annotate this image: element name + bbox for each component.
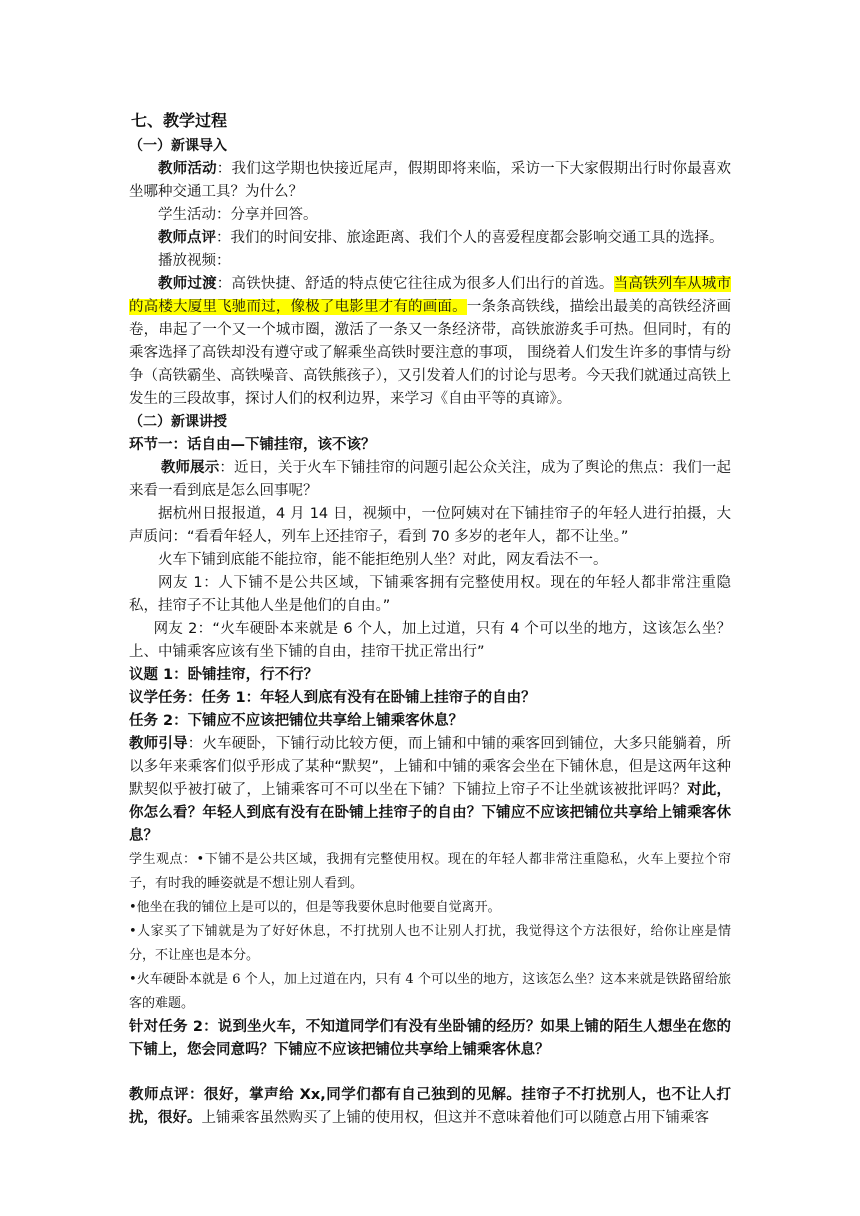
student-view-3: •人家买了下铺就是为了好好休息，不打扰别人也不让别人打扰，我觉得这个方法很好，给你让座是情分，不让座也是本分。 — [129, 924, 731, 963]
label-teacher-transition: 教师过渡 — [158, 276, 217, 292]
paragraph-student-activity: 学生活动：分享并回答。 — [158, 207, 318, 223]
task-one: 议学任务：任务 1：年轻人到底有没有在卧铺上挂帘子的自由？ — [129, 690, 536, 706]
task-two-focus: 针对任务 2：说到坐火车，不知道同学们有没有坐卧铺的经历？如果上铺的陌生人想坐在您的下铺上，您会同意吗？下铺应不应该把铺位共享给上铺乘客休息？ — [129, 1019, 731, 1058]
text-teacher-activity: ：我们这学期也快接近尾声，假期即将来临，采访一下大家假期出行时你最喜欢坐哪种交通工具？为什么？ — [129, 161, 732, 200]
paragraph-netizen-1: 网友 1：人下铺不是公共区域，下铺乘客拥有完整使用权。现在的年轻人都非常注重隐私，挂帘子不让其他人坐是他们的自由。” — [129, 575, 731, 614]
paragraph-divided-opinion: 火车下铺到底能不能拉帘，能不能拒绝别人坐？对此，网友看法不一。 — [158, 552, 608, 568]
link-one-heading: 环节一：话自由—下铺挂帘，该不该？ — [129, 437, 376, 453]
task-two: 任务 2：下铺应不应该把铺位共享给上铺乘客休息？ — [129, 713, 464, 729]
blank-line — [129, 1062, 731, 1084]
paragraph-play-video: 播放视频： — [158, 253, 231, 269]
paragraph-teacher-comment — [129, 227, 731, 250]
text-transition-a: ：高铁快捷、舒适的特点使它往往成为很多人们出行的首选。 — [216, 276, 614, 292]
text-teacher-guide: ：火车硬卧，下铺行动比较方便，而上铺和中铺的乘客回到铺位，大多只能躺着，所以多年来乘客们似乎形成了某种“默契”，上铺和中铺的乘客会坐在下铺休息，但是这两年这种默契似乎被打破了，上铺乘客可不可以坐在下铺？下铺拉上帘子不让坐就该被批评吗？ — [129, 736, 731, 798]
highlighted-text: 当高铁列车从城市的高楼大厦里飞驰而过，像极了电影里才有的画面。 — [129, 276, 732, 315]
student-view-4: •火车硬卧本就是 6 个人，加上过道在内，只有 4 个可以坐的地方，这该怎么坐？这本来就是铁路留给旅客的难题。 — [129, 972, 731, 1011]
paragraph-netizen-2: 网友 2：“火车硬卧本来就是 6 个人，加上过道，只有 4 个可以坐的地方，这该怎么坐？上、中铺乘客应该有坐下铺的自由，挂帘干扰正常出行” — [129, 621, 731, 660]
subsection-heading-intro: （一）新课导入 — [129, 138, 227, 154]
text-comment-bold: 教师点评：很好，掌声给 Xx,同学们都有自己独到的见解。挂帘子不打扰别人，也不让人打扰，很好。 — [129, 1087, 731, 1126]
paragraph-teacher-transition — [129, 273, 731, 411]
label-teacher-guide: 教师引导 — [129, 736, 188, 752]
student-view-2: •他坐在我的铺位上是可以的，但是等我要休息时他要自觉离开。 — [129, 900, 501, 915]
text-transition-b: 一条条高铁线，描绘出最美的高铁经济画卷，串起了一个又一个城市圈，激活了一条又一条经济带，高铁旅游炙手可热。但同时，有的乘客选择了高铁却没有遵守或了解乘坐高铁时要注意的事项， 围绕着人们发生许多的事情与纷争（高铁霸坐、高铁噪音、高铁熊孩子），又引发着人们的讨论与思考。今天我们就通过高铁上发生的三段故事，探讨人们的权利边界，来学习《自由平等的真谛》。 — [129, 299, 731, 407]
paragraph-final-comment — [129, 1084, 731, 1130]
label-teacher-comment: 教师点评 — [158, 230, 216, 246]
paragraph-teacher-activity — [129, 158, 731, 204]
text-teacher-show: ：近日，关于火车下铺挂帘的问题引起公众关注，成为了舆论的焦点：我们一起来看一看到底是怎么回事呢？ — [129, 460, 732, 499]
topic-one: 议题 1：卧铺挂帘，行不行？ — [129, 667, 319, 683]
text-guide-question: 对此，你怎么看？年轻人到底有没有在卧铺上挂帘子的自由？下铺应不应该把铺位共享给上铺乘客休息？ — [129, 782, 731, 844]
paragraph-teacher-guide — [129, 733, 731, 848]
student-view-1: 学生观点：•下铺不是公共区域，我拥有完整使用权。现在的年轻人都非常注重隐私，火车上要拉个帘子，有时我的睡姿就是不想让别人看到。 — [129, 852, 731, 891]
subsection-heading-lecture: （二）新课讲授 — [129, 414, 227, 430]
paragraph-news: 据杭州日报报道，4 月 14 日，视频中，一位阿姨对在下铺挂帘子的年轻人进行拍摄，大声质问：“看看年轻人，列车上还挂帘子，看到 70 多岁的老年人，都不让坐。” — [129, 506, 731, 545]
label-teacher-show: 教师展示 — [160, 460, 220, 476]
text-teacher-comment: ：我们的时间安排、旅途距离、我们个人的喜爱程度都会影响交通工具的选择。 — [216, 230, 724, 246]
section-title: 七、教学过程 — [131, 111, 228, 130]
paragraph-teacher-show — [129, 457, 731, 503]
label-teacher-activity: 教师活动 — [158, 161, 217, 177]
text-comment: 上铺乘客虽然购买了上铺的使用权，但这并不意味着他们可以随意占用下铺乘客 — [201, 1110, 709, 1126]
document-body — [129, 108, 731, 1130]
